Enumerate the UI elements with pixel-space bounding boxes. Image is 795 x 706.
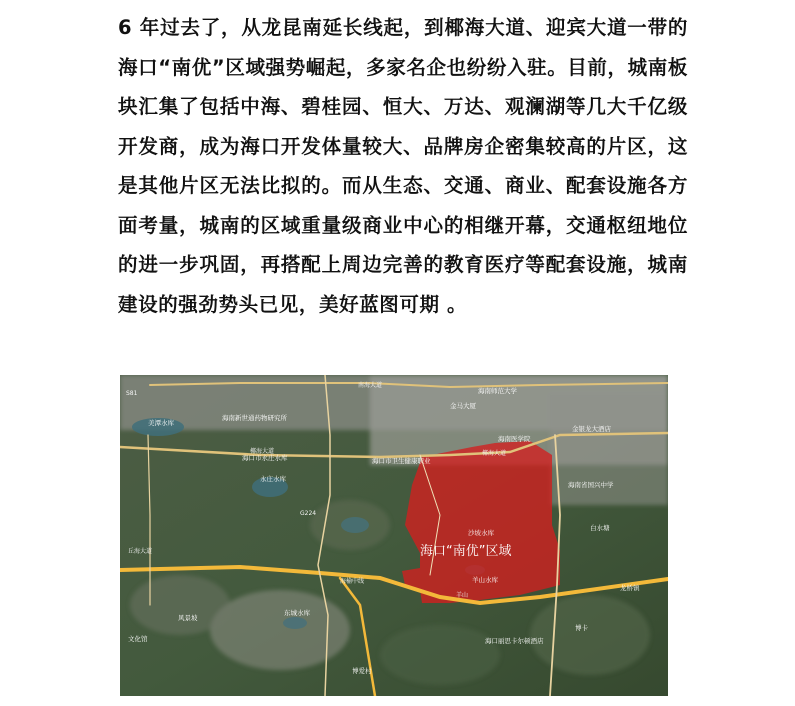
label-hainan-ave: 海榆中线 [340,578,365,585]
label-yongzhuang: 永庄水库 [260,475,286,483]
label-yehai-road: 椰海大道 [250,448,275,455]
label-health-school: 海口市卫生健康职业 [372,457,431,465]
article [118,0,688,324]
label-wenhua: 文化馆 [128,635,148,643]
region-label: 海口“南优”区域 [420,544,512,559]
label-qingfeng: 博卡 [575,624,588,632]
label-medicine-institute: 海南新世通药物研究所 [222,414,287,422]
label-medical-college: 海南医学院 [498,435,531,443]
label-yangshan-road: 羊山 [456,592,469,599]
article-paragraph: 6 年过去了，从龙昆南延长线起，到椰海大道、迎宾大道一带的海口“南优”区域强势崛起，多家名企也纷纷入驻。目前，城南板块汇集了包括中海、碧桂园、恒大、万达、观澜湖等几大千亿级开发商，成为海口开发体量较大、品牌房企密集较高的片区，这是其他片区无法比拟的。而从生态、交通、商业、配套设施各方面考量，城南的区域重量级商业中心的相继开幕，交通枢纽地位的进一步巩固，再搭配上周边完善的教育医疗等配套设施，城南建设的强劲势头已见，美好蓝图可期 。 [118,16,688,316]
label-nanhai-road: 南海大道 [358,382,383,389]
label-jiangdong: 博爱村 [352,667,372,675]
label-fengpo: 风景坡 [178,614,198,622]
label-meitan-reservoir: 美潭水库 [148,419,174,427]
label-s81: S81 [126,390,138,397]
map-canvas [120,375,668,696]
label-shapo: 沙坡水库 [468,529,494,537]
label-yangshan: 羊山水库 [472,576,498,584]
label-golden-plaza: 金马大厦 [450,402,476,410]
label-hotel: 金银龙大酒店 [572,425,611,433]
label-g224: G224 [300,510,317,517]
label-qiuhai: 丘海大道 [128,548,153,555]
label-baishui: 白水塘 [590,524,610,532]
label-yehai-road-2: 椰海大道 [482,450,507,457]
label-international-school: 海南省国兴中学 [568,481,614,489]
satellite-map [120,375,668,696]
label-longqiao: 龙桥镇 [620,584,640,592]
label-dongcheng: 东城水库 [284,609,310,617]
label-normal-univ: 海南师范大学 [478,387,517,395]
label-mission-hills: 海口丽思卡尔顿酒店 [485,637,544,645]
label-haikou-yongzhuang: 海口市永庄水库 [242,454,288,462]
